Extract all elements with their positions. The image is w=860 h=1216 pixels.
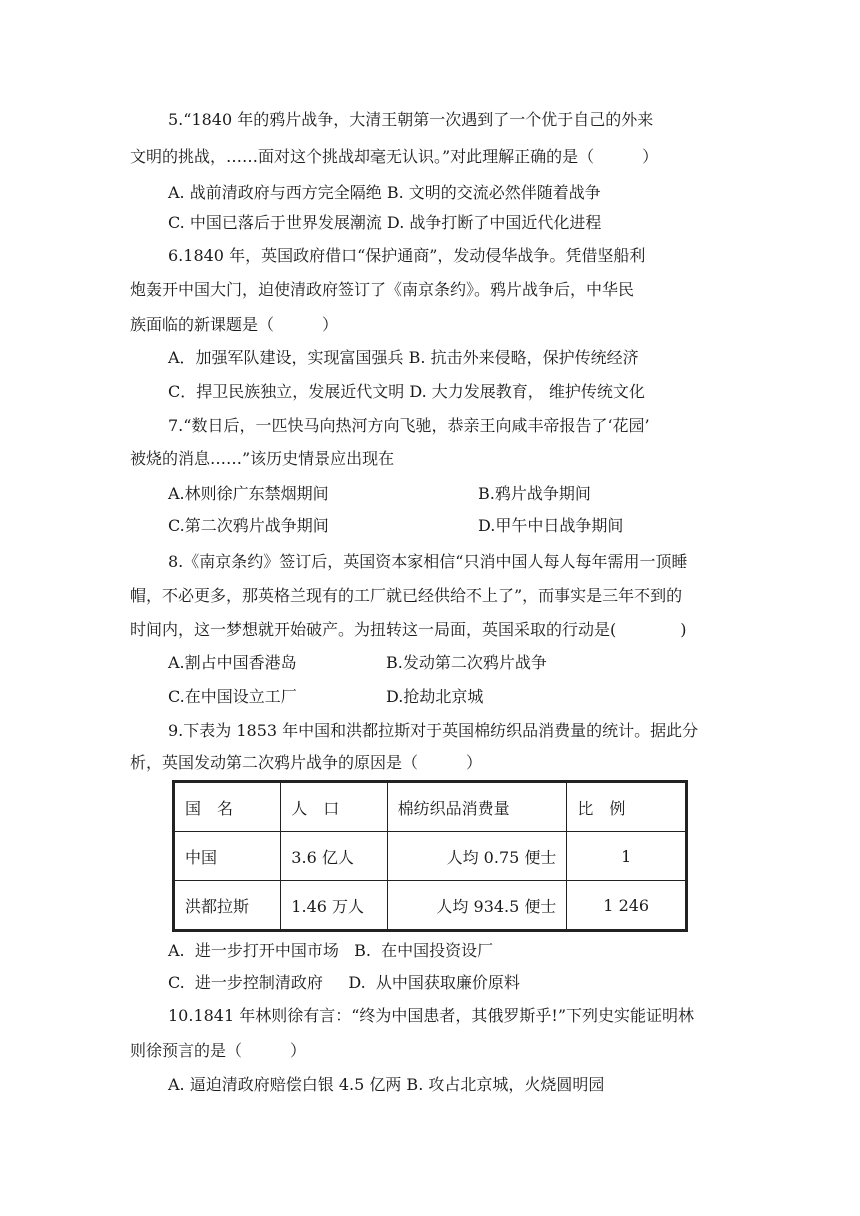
table-header-cell: 人 口 <box>281 782 387 832</box>
q8-option-d: D.抢劫北京城 <box>386 687 484 706</box>
q9-options-ab: A. 进一步打开中国市场 B. 在中国投资设厂 <box>168 941 494 960</box>
table-header-row <box>174 782 687 832</box>
q8-stem-line-1: 8.《南京条约》签订后，英国资本家相信“只消中国人每人每年需用一顶睡 <box>168 552 688 571</box>
q7-option-c: C.第二次鸦片战争期间 <box>168 516 329 535</box>
q6-options-cd: C．捍卫民族独立，发展近代文明 D. 大力发展教育， 维护传统文化 <box>168 382 645 401</box>
table-row <box>174 881 687 931</box>
q9-stem-line-2: 析，英国发动第二次鸦片战争的原因是（ ） <box>130 753 483 772</box>
q7-option-b: B.鸦片战争期间 <box>478 484 591 503</box>
q8-stem-line-3: 时间内，这一梦想就开始破产。为扭转这一局面，英国采取的行动是( ) <box>130 620 687 639</box>
table-cell: 1.46 万人 <box>281 881 387 931</box>
q5-options-cd: C. 中国已落后于世界发展潮流 D. 战争打断了中国近代化进程 <box>168 213 602 232</box>
q6-stem-line-3: 族面临的新课题是（ ） <box>130 315 339 334</box>
q8-stem-line-2: 帽，不必更多，那英格兰现有的工厂就已经供给不上了”，而事实是三年不到的 <box>130 586 683 605</box>
q5-stem-line-1: 5.“1840 年的鸦片战争，大清王朝第一次遇到了一个优于自己的外来 <box>168 110 654 129</box>
table-cell: 3.6 亿人 <box>281 832 387 881</box>
q5-stem-line-2: 文明的挑战，……面对这个挑战却毫无认识。”对此理解正确的是（ ） <box>130 147 659 166</box>
q10-stem-line-1: 10.1841 年林则徐有言：“终为中国患者，其俄罗斯乎!”下列史实能证明林 <box>168 1006 695 1025</box>
table-cell: 中国 <box>174 832 281 881</box>
table-row <box>174 832 687 881</box>
q7-stem-line-1: 7.“数日后，一匹快马向热河方向飞驰，恭亲王向咸丰帝报告了‘花园’ <box>168 416 650 435</box>
q5-options-ab: A. 战前清政府与西方完全隔绝 B. 文明的交流必然伴随着战争 <box>168 183 601 202</box>
q6-stem-line-2: 炮轰开中国大门，迫使清政府签订了《南京条约》。鸦片战争后，中华民 <box>130 280 635 299</box>
q7-option-d: D.甲午中日战争期间 <box>478 516 624 535</box>
q10-options-ab: A. 逼迫清政府赔偿白银 4.5 亿两 B. 攻占北京城，火烧圆明园 <box>168 1075 605 1094</box>
q7-stem-line-2: 被烧的消息……”该历史情景应出现在 <box>130 449 395 468</box>
table-cell: 1 <box>567 832 687 881</box>
q10-stem-line-2: 则徐预言的是（ ） <box>130 1041 307 1060</box>
q6-stem-line-1: 6.1840 年，英国政府借口“保护通商”，发动侵华战争。凭借坚船利 <box>168 246 646 265</box>
consumption-table <box>172 780 688 932</box>
table-header-cell: 比 例 <box>567 782 687 832</box>
q6-options-ab: A．加强军队建设，实现富国强兵 B. 抗击外来侵略，保护传统经济 <box>168 348 639 367</box>
table-cell: 洪都拉斯 <box>174 881 281 931</box>
q8-option-a: A.割占中国香港岛 <box>168 653 297 672</box>
table-cell: 人均 0.75 便士 <box>387 832 567 881</box>
table-cell: 人均 934.5 便士 <box>387 881 567 931</box>
q9-stem-line-1: 9.下表为 1853 年中国和洪都拉斯对于英国棉纺织品消费量的统计。据此分 <box>168 721 699 740</box>
table-cell: 1 246 <box>567 881 687 931</box>
table-header-cell: 国 名 <box>174 782 281 832</box>
table-header-cell: 棉纺织品消费量 <box>387 782 567 832</box>
q8-option-b: B.发动第二次鸦片战争 <box>386 653 547 672</box>
q7-option-a: A.林则徐广东禁烟期间 <box>168 484 329 503</box>
q8-option-c: C.在中国设立工厂 <box>168 687 297 706</box>
q9-options-cd: C. 进一步控制清政府 D. 从中国获取廉价原料 <box>168 973 520 992</box>
